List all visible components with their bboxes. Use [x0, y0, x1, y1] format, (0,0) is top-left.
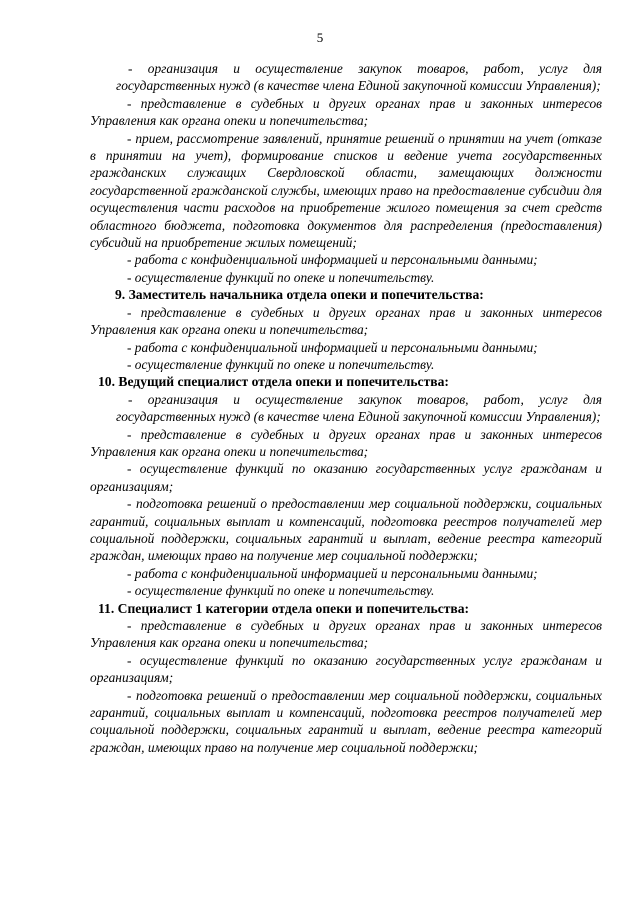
list-item: - подготовка решений о предоставлении мер социальной поддержки, социальных гарантий, социальных выплат и компенсаций, подготовка реестров получателей мер социальной поддержки, социальных гарантий и выплат, ведение реестра категорий граждан, имеющих право на получение мер социальной поддержки; — [90, 687, 602, 755]
list-item: - осуществление функций по оказанию государственных услуг гражданам и организациям; — [90, 461, 602, 494]
list-item: - осуществление функций по опеке и попечительству. — [127, 269, 435, 285]
list-item: - осуществление функций по опеке и попечительству. — [127, 356, 435, 372]
section-continuation — [90, 60, 602, 286]
document-body — [90, 60, 602, 756]
list-item: - работа с конфиденциальной информацией и персональными данными; — [127, 252, 538, 268]
list-item: - представление в судебных и других органах прав и законных интересов Управления как органа опеки и попечительства; — [90, 426, 602, 459]
list-item: - работа с конфиденциальной информацией и персональными данными; — [127, 565, 538, 581]
section-11 — [90, 600, 602, 757]
page-number: 5 — [316, 30, 324, 45]
section-heading: 9. Заместитель начальника отдела опеки и попечительства: — [115, 287, 484, 303]
list-item: - подготовка решений о предоставлении мер социальной поддержки, социальных гарантий, социальных выплат и компенсаций, подготовка реестров получателей мер социальной поддержки, социальных гарантий и выплат, ведение реестра категорий граждан, имеющих право на получение мер социальной поддержки; — [90, 496, 602, 564]
list-item: - представление в судебных и других органах прав и законных интересов Управления как органа опеки и попечительства; — [90, 618, 602, 651]
list-item: - прием, рассмотрение заявлений, принятие решений о принятии на учет (отказе в принятии на учет), формирование списков и ведение учета государственных гражданских служащих Свердловской области, замещающих должности государственной гражданской службы, имеющих право на предоставление субсидии для осуществления части расходов на приобретение жилого помещения за счет средств областного бюджета, подготовка документов для распределения (предоставления) субсидий на приобретение жилых помещений; — [90, 130, 602, 251]
list-item: - организация и осуществление закупок товаров, работ, услуг для государственных нужд (в качестве члена Единой закупочной комиссии Управления); — [116, 61, 602, 94]
list-item: - организация и осуществление закупок товаров, работ, услуг для государственных нужд (в качестве члена Единой закупочной комиссии Управления); — [116, 391, 602, 425]
list-item: - представление в судебных и других органах прав и законных интересов Управления как органа опеки и попечительства; — [90, 304, 602, 338]
list-item: - осуществление функций по оказанию государственных услуг гражданам и организациям; — [90, 652, 602, 686]
section-heading: 10. Ведущий специалист отдела опеки и попечительства: — [98, 374, 449, 390]
list-item: - осуществление функций по опеке и попечительству. — [127, 583, 435, 599]
section-10 — [90, 373, 602, 599]
list-item: - представление в судебных и других органах прав и законных интересов Управления как органа опеки и попечительства; — [90, 95, 602, 129]
section-heading: 11. Специалист 1 категории отдела опеки и попечительства: — [98, 600, 470, 616]
list-item: - работа с конфиденциальной информацией и персональными данными; — [127, 339, 538, 355]
section-9 — [90, 286, 602, 373]
